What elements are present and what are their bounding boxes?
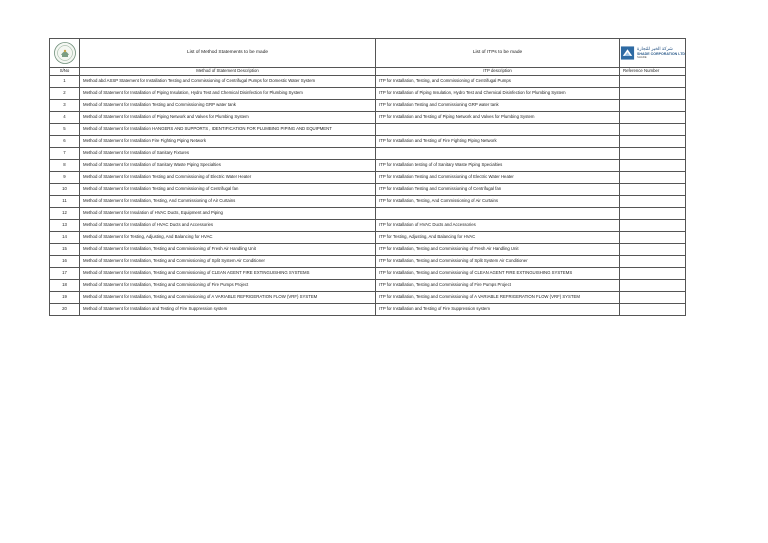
reference-number: [620, 124, 686, 136]
itp-description: ITP for Testing, Adjusting, And Balancing for HVAC: [376, 232, 620, 244]
row-number: 13: [50, 220, 80, 232]
client-logo-cell: [50, 39, 80, 68]
table-row: [50, 232, 686, 244]
header-row: [50, 39, 686, 68]
reference-number: [620, 136, 686, 148]
table-row: [50, 280, 686, 292]
mos-description: Method of Statement for Installation of Sanitary Waste Piping Specialties: [80, 160, 376, 172]
row-number: 3: [50, 100, 80, 112]
reference-number: [620, 268, 686, 280]
col-header-itp-description: ITP description: [376, 68, 620, 76]
reference-number: [620, 280, 686, 292]
table-row: [50, 112, 686, 124]
reference-number: [620, 76, 686, 88]
spreadsheet: [49, 38, 685, 316]
table-row: [50, 244, 686, 256]
mos-description: Method of Statement for Installation HANGERS AND SUPPORTS , IDENTIFICATION FOR PLUMBING PIPING AND EQUIPMENT: [80, 124, 376, 136]
reference-number: [620, 232, 686, 244]
reference-number: [620, 292, 686, 304]
mos-description: Method of Statement for Installation Testing and Commissioning of Centrifugal fan: [80, 184, 376, 196]
row-number: 7: [50, 148, 80, 160]
reference-number: [620, 100, 686, 112]
table-row: [50, 136, 686, 148]
col-header-sno: S/No: [50, 68, 80, 76]
document-table: [49, 38, 686, 316]
row-number: 12: [50, 208, 80, 220]
table-row: [50, 256, 686, 268]
row-number: 19: [50, 292, 80, 304]
column-header-row: [50, 68, 686, 76]
itp-description: [376, 124, 620, 136]
itp-description: ITP for Installation, Testing and Commissioning of A VARIABLE REFRIGERATION FLOW (VRF) SYSTEM: [376, 292, 620, 304]
itp-description: ITP for Installation, Testing, and Commissioning of Centrifugal Pumps: [376, 76, 620, 88]
table-row: [50, 268, 686, 280]
mos-description: Method of Statement for Installation, Testing and Commissioning of Split System Air Conditioner: [80, 256, 376, 268]
mos-description: Method of Statement for Installation of Piping Network and Valves for Plumbing System: [80, 112, 376, 124]
col-header-reference: Reference Number: [620, 68, 686, 76]
mos-description: Method of Statement for Installation, Testing and Commissioning of Fresh Air Handling Unit: [80, 244, 376, 256]
mos-description: Method of Statement for Installation, Testing, And Commissioning of Air Curtains: [80, 196, 376, 208]
itp-description: ITP for Installation Testing and Commissioning of Electric Water Heater: [376, 172, 620, 184]
row-number: 4: [50, 112, 80, 124]
mos-list-title: List of Method Statements to be made: [80, 39, 376, 68]
mos-description: Method of Statement for Installation Testing and Commissioning GRP water tank: [80, 100, 376, 112]
reference-number: [620, 244, 686, 256]
itp-description: ITP for Installation of HVAC Ducts and Accessories: [376, 220, 620, 232]
row-number: 8: [50, 160, 80, 172]
itp-description: ITP for Installation Testing and Commissioning GRP water tank: [376, 100, 620, 112]
reference-number: [620, 172, 686, 184]
row-number: 9: [50, 172, 80, 184]
table-row: [50, 196, 686, 208]
itp-description: ITP for Installation, Testing and Commissioning of Split System Air Conditioner: [376, 256, 620, 268]
mos-description: Method of Statement for Testing, Adjusting, And Balancing for HVAC: [80, 232, 376, 244]
col-header-mos-description: Method of Statement Description: [80, 68, 376, 76]
table-row: [50, 76, 686, 88]
reference-number: [620, 148, 686, 160]
reference-number: [620, 256, 686, 268]
table-row: [50, 160, 686, 172]
table-row: [50, 124, 686, 136]
row-number: 18: [50, 280, 80, 292]
reference-number: [620, 220, 686, 232]
table-row: [50, 148, 686, 160]
table-row: [50, 172, 686, 184]
client-seal-icon: [53, 41, 77, 65]
row-number: 14: [50, 232, 80, 244]
reference-number: [620, 112, 686, 124]
itp-description: ITP for Installation, Testing and Commissioning of CLEAN AGENT FIRE EXTINGUISHING SYSTEMS: [376, 268, 620, 280]
row-number: 11: [50, 196, 80, 208]
mos-description: Method of Statement for Installation, Testing and Commissioning of A VARIABLE REFRIGERATION FLOW (VRF) SYSTEM: [80, 292, 376, 304]
row-number: 5: [50, 124, 80, 136]
reference-number: [620, 304, 686, 316]
itp-description: ITP for Installation, Testing and Commissioning of Fresh Air Handling Unit: [376, 244, 620, 256]
itp-description: ITP for Installation testing of of Sanitary Waste Piping Specialties: [376, 160, 620, 172]
company-name: SHADE CORPORATION LTD: [637, 51, 685, 56]
row-number: 16: [50, 256, 80, 268]
itp-list-title: List of ITPs to be made: [376, 39, 620, 68]
itp-description: ITP for Installation of Piping Insulation, Hydro Test and Chemical Disinfection for Plumbing System: [376, 88, 620, 100]
reference-number: [620, 160, 686, 172]
mos-description: Method of Statement for Installation of Piping Insulation, Hydro Test and Chemical Disinfection for Plumbing System: [80, 88, 376, 100]
company-logo-icon: [620, 45, 635, 61]
row-number: 17: [50, 268, 80, 280]
reference-number: [620, 184, 686, 196]
company-tag: SHADE: [637, 55, 647, 60]
table-row: [50, 88, 686, 100]
mos-description: Method of Statement for Installation of Sanitary Fixtures: [80, 148, 376, 160]
row-number: 20: [50, 304, 80, 316]
table-row: [50, 208, 686, 220]
table-row: [50, 100, 686, 112]
itp-description: ITP for Installation, Testing and Commissioning of Fire Pumps Project: [376, 280, 620, 292]
mos-description: Method of Statement for Installation Fire Fighting Piping Network: [80, 136, 376, 148]
reference-number: [620, 196, 686, 208]
reference-number: [620, 88, 686, 100]
table-row: [50, 292, 686, 304]
mos-description: Method of Statement for Installation Testing and Commissioning of Electric Water Heater: [80, 172, 376, 184]
itp-description: ITP for Installation Testing and Commissioning of Centrifugal fan: [376, 184, 620, 196]
table-row: [50, 220, 686, 232]
company-arabic-name: شركة الخير للتجارة: [637, 46, 673, 52]
row-number: 10: [50, 184, 80, 196]
row-number: 6: [50, 136, 80, 148]
mos-description: Method of Statement for Installation and Testing of Fire Suppression system: [80, 304, 376, 316]
mos-description: Method abd ASSP Statement for Installation Testing and Commissioning of Centrifugal Pumps for Domestic Water System: [80, 76, 376, 88]
itp-description: [376, 148, 620, 160]
itp-description: [376, 208, 620, 220]
reference-number: [620, 208, 686, 220]
table-row: [50, 184, 686, 196]
table-row: [50, 304, 686, 316]
mos-description: Method of Statement for Installation, Testing and Commissioning of Fire Pumps Project: [80, 280, 376, 292]
company-logo-cell: [620, 39, 686, 68]
itp-description: ITP for Installation and Testing of Fire Fighting Piping Network: [376, 136, 620, 148]
itp-description: ITP for Installation and Testing of Piping Network and Valves for Plumbing System: [376, 112, 620, 124]
row-number: 15: [50, 244, 80, 256]
itp-description: ITP for Installation, Testing, And Commissioning of Air Curtains: [376, 196, 620, 208]
mos-description: Method of Statement for Insulation of HVAC Ducts, Equipment and Piping: [80, 208, 376, 220]
row-number: 1: [50, 76, 80, 88]
itp-description: ITP for Installation and Testing of Fire Suppression system: [376, 304, 620, 316]
row-number: 2: [50, 88, 80, 100]
mos-description: Method of Statement for Installation, Testing and Commissioning of CLEAN AGENT FIRE EXTINGUISHING SYSTEMS: [80, 268, 376, 280]
mos-description: Method of Statement for Installation of HVAC Ducts and Accessories: [80, 220, 376, 232]
